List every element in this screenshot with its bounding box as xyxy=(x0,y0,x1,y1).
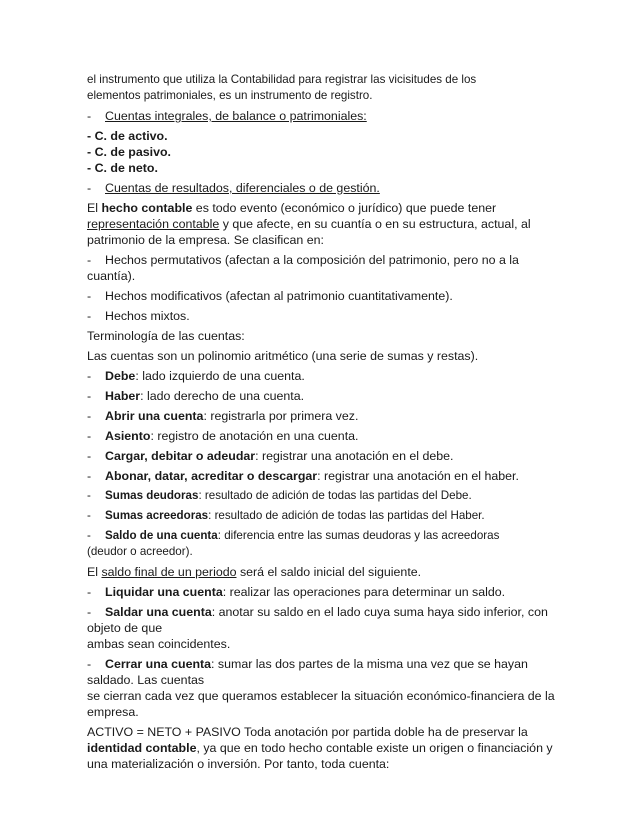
definition: : resultado de adición de todas las partidas del Haber. xyxy=(208,509,485,522)
definition-item xyxy=(87,408,557,424)
text-line: ACTIVO = NETO + PASIVO Toda anotación por partida doble ha de preservar la xyxy=(87,725,528,739)
definition: : registro de anotación en una cuenta. xyxy=(150,429,359,443)
definition: : registrarla por primera vez. xyxy=(203,409,359,423)
list-item xyxy=(87,288,557,304)
term: Abrir una cuenta xyxy=(105,409,204,423)
text-line: una materialización o inversión. Por tanto, toda cuenta: xyxy=(87,757,390,771)
text-line: elementos patrimoniales, es un instrumento de registro. xyxy=(87,89,373,102)
text-line: - C. de neto. xyxy=(87,161,158,175)
dash: - xyxy=(87,409,92,423)
term: Abonar, datar, acreditar o descargar xyxy=(105,469,318,483)
text-line: - C. de activo. xyxy=(87,129,168,143)
definition-item xyxy=(87,508,557,524)
paragraph xyxy=(87,740,557,756)
term: identidad contable xyxy=(87,741,197,755)
text: Hechos permutativos (afectan a la composición del patrimonio, pero no a la xyxy=(105,253,519,267)
definition: : diferencia entre las sumas deudoras y las acreedoras xyxy=(217,529,500,542)
definition-item xyxy=(87,448,557,464)
list-item xyxy=(87,252,557,268)
term: Saldo de una cuenta xyxy=(105,529,218,542)
definition-item xyxy=(87,388,557,404)
definition-item xyxy=(87,584,557,600)
text: El xyxy=(87,565,102,579)
dash: - xyxy=(87,489,91,502)
definition: : anotar su saldo en el lado cuya suma haya sido inferior, con xyxy=(211,605,548,619)
definition-item xyxy=(87,428,557,444)
dash: - xyxy=(87,605,92,619)
definition-item xyxy=(87,528,557,544)
document-body xyxy=(87,72,557,776)
term: Sumas deudoras xyxy=(105,489,199,502)
definition: : resultado de adición de todas las partidas del Debe. xyxy=(198,489,472,502)
term: Liquidar una cuenta xyxy=(105,585,223,599)
heading-cuentas-resultados: Cuentas de resultados, diferenciales o de gestión. xyxy=(105,181,380,195)
paragraph xyxy=(87,564,557,580)
definition-item xyxy=(87,604,557,620)
text-line: Terminología de las cuentas: xyxy=(87,329,245,343)
dash: - xyxy=(87,585,92,599)
definition-item xyxy=(87,488,557,504)
definition: : sumar las dos partes de la misma una vez que se hayan xyxy=(211,657,528,671)
text-line: se cierran cada vez que queramos establecer la situación económico-financiera de la xyxy=(87,689,555,703)
text: , ya que en todo hecho contable existe un origen o financiación y xyxy=(196,741,553,755)
dash: - xyxy=(87,429,92,443)
underlined-term: saldo final de un periodo xyxy=(101,565,237,579)
text: Hechos mixtos. xyxy=(105,309,190,323)
text-line: el instrumento que utiliza la Contabilidad para registrar las vicisitudes de los xyxy=(87,73,477,86)
term: Saldar una cuenta xyxy=(105,605,212,619)
dash: - xyxy=(87,529,91,542)
text: es todo evento (económico o jurídico) que puede tener xyxy=(192,201,497,215)
dash: - xyxy=(87,309,92,323)
text-line: cuantía). xyxy=(87,269,136,283)
dash: - xyxy=(87,109,92,123)
text: Hechos modificativos (afectan al patrimonio cuantitativamente). xyxy=(105,289,453,303)
heading-cuentas-integrales: Cuentas integrales, de balance o patrimoniales: xyxy=(105,109,367,123)
definition: : registrar una anotación en el debe. xyxy=(255,449,454,463)
term: Haber xyxy=(105,389,141,403)
term: Sumas acreedoras xyxy=(105,509,209,522)
definition: : registrar una anotación en el haber. xyxy=(317,469,519,483)
definition-item xyxy=(87,656,557,672)
text-line: saldado. Las cuentas xyxy=(87,673,205,687)
dash: - xyxy=(87,449,92,463)
underlined-term: representación contable xyxy=(87,217,220,231)
text-line: objeto de que xyxy=(87,621,163,635)
term: Asiento xyxy=(105,429,151,443)
dash: - xyxy=(87,181,92,195)
definition: : lado derecho de una cuenta. xyxy=(140,389,305,403)
term: Cerrar una cuenta xyxy=(105,657,212,671)
definition-item xyxy=(87,468,557,484)
text-line: (deudor o acreedor). xyxy=(87,545,193,558)
text-line: - C. de pasivo. xyxy=(87,145,171,159)
list-item xyxy=(87,180,557,196)
definition: : lado izquierdo de una cuenta. xyxy=(135,369,305,383)
dash: - xyxy=(87,509,91,522)
paragraph xyxy=(87,200,557,216)
term: hecho contable xyxy=(101,201,193,215)
dash: - xyxy=(87,253,92,267)
text-line: patrimonio de la empresa. Se clasifican en: xyxy=(87,233,324,247)
text: será el saldo inicial del siguiente. xyxy=(236,565,422,579)
text: y que afecte, en su cuantía o en su estructura, actual, al xyxy=(219,217,531,231)
text: El xyxy=(87,201,102,215)
list-item xyxy=(87,308,557,324)
term: Debe xyxy=(105,369,136,383)
dash: - xyxy=(87,289,92,303)
text-line: Las cuentas son un polinomio aritmético (una serie de sumas y restas). xyxy=(87,349,479,363)
text-line: empresa. xyxy=(87,705,139,719)
dash: - xyxy=(87,657,92,671)
dash: - xyxy=(87,469,92,483)
dash: - xyxy=(87,369,92,383)
list-item xyxy=(87,108,557,124)
paragraph xyxy=(87,216,557,232)
definition-item xyxy=(87,368,557,384)
dash: - xyxy=(87,389,92,403)
definition: : realizar las operaciones para determinar un saldo. xyxy=(222,585,506,599)
term: Cargar, debitar o adeudar xyxy=(105,449,256,463)
text-line: ambas sean coincidentes. xyxy=(87,637,231,651)
